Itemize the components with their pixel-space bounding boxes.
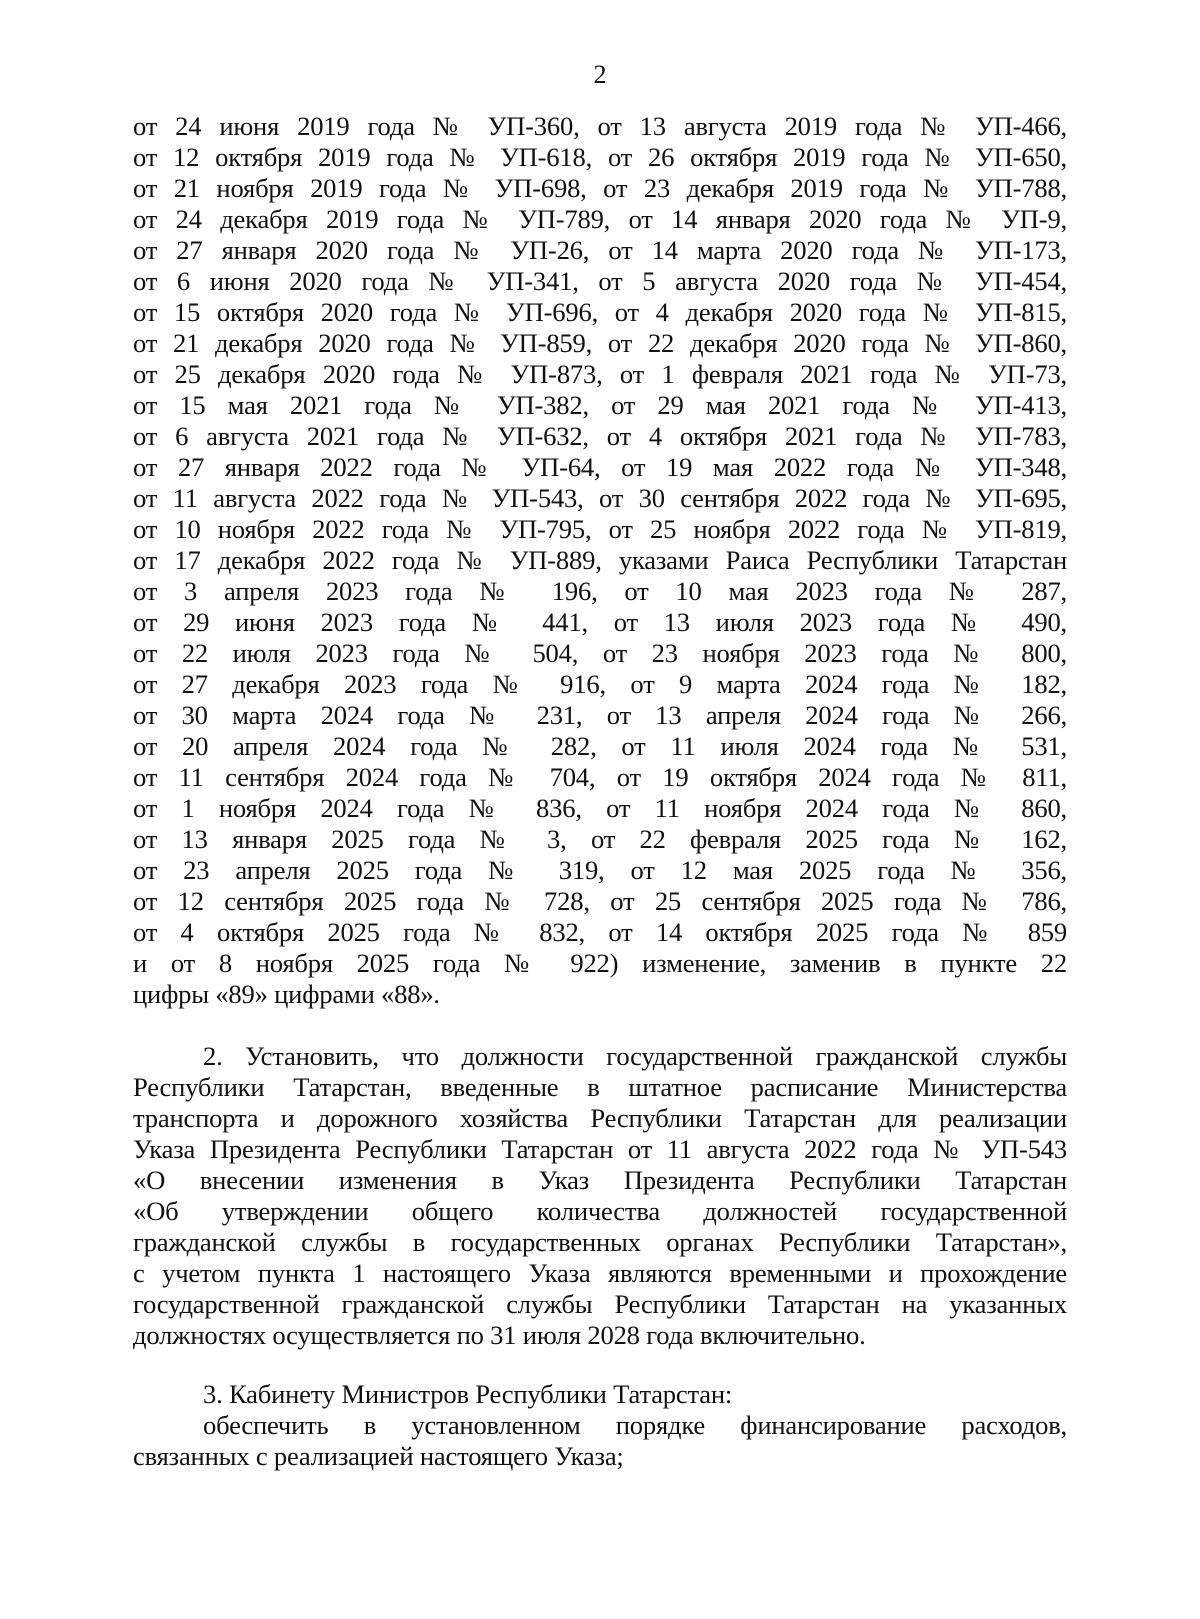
text-line: от 24 декабря 2019 года № УП-789, от 14 января 2020 года № УП-9, bbox=[133, 204, 1067, 234]
text-line: от 27 декабря 2023 года № 916, от 9 марта 2024 года № 182, bbox=[133, 669, 1067, 699]
text-line: с учетом пункта 1 настоящего Указа являются временными и прохождение bbox=[133, 1258, 1067, 1288]
text-line: обеспечить в установленном порядке финансирование расходов, bbox=[203, 1410, 1067, 1440]
paragraph-2-positions bbox=[133, 1041, 1067, 1351]
text-line: от 11 сентября 2024 года № 704, от 19 октября 2024 года № 811, bbox=[133, 762, 1067, 792]
text-line: Республики Татарстан, введенные в штатное расписание Министерства bbox=[133, 1072, 1067, 1102]
text-line: от 13 января 2025 года № 3, от 22 февраля 2025 года № 162, bbox=[133, 824, 1067, 854]
text-line: от 27 января 2020 года № УП-26, от 14 марта 2020 года № УП-173, bbox=[133, 235, 1067, 265]
text-line: от 29 июня 2023 года № 441, от 13 июля 2023 года № 490, bbox=[133, 607, 1067, 637]
text-line: от 12 октября 2019 года № УП-618, от 26 октября 2019 года № УП-650, bbox=[133, 142, 1067, 172]
text-line: от 21 декабря 2020 года № УП-859, от 22 декабря 2020 года № УП-860, bbox=[133, 328, 1067, 358]
paragraph-decree-list bbox=[133, 111, 1067, 1010]
paragraph-heading: 3. Кабинету Министров Республики Татарстан: bbox=[203, 1379, 733, 1409]
text-line: Указа Президента Республики Татарстан от 11 августа 2022 года № УП-543 bbox=[133, 1134, 1067, 1164]
text-line: от 1 ноября 2024 года № 836, от 11 ноября 2024 года № 860, bbox=[133, 793, 1067, 823]
text-line: гражданской службы в государственных органах Республики Татарстан», bbox=[133, 1227, 1067, 1257]
text-line: 2. Установить, что должности государственной гражданской службы bbox=[203, 1041, 1067, 1071]
text-line: от 15 октября 2020 года № УП-696, от 4 декабря 2020 года № УП-815, bbox=[133, 297, 1067, 327]
text-line: должностях осуществляется по 31 июля 2028 года включительно. bbox=[133, 1320, 866, 1350]
text-line: от 24 июня 2019 года № УП-360, от 13 августа 2019 года № УП-466, bbox=[133, 111, 1067, 141]
text-line: от 6 июня 2020 года № УП-341, от 5 августа 2020 года № УП-454, bbox=[133, 266, 1067, 296]
text-line: от 27 января 2022 года № УП-64, от 19 мая 2022 года № УП-348, bbox=[133, 452, 1067, 482]
text-line: от 15 мая 2021 года № УП-382, от 29 мая 2021 года № УП-413, bbox=[133, 390, 1067, 420]
text-line: «О внесении изменения в Указ Президента Республики Татарстан bbox=[133, 1165, 1067, 1195]
text-line: от 23 апреля 2025 года № 319, от 12 мая 2025 года № 356, bbox=[133, 855, 1067, 885]
text-line: связанных с реализацией настоящего Указа; bbox=[133, 1441, 624, 1471]
text-line: государственной гражданской службы Республики Татарстан на указанных bbox=[133, 1289, 1067, 1319]
paragraph-3-cabinet bbox=[133, 1379, 1067, 1472]
text-line: «Об утверждении общего количества должностей государственной bbox=[133, 1196, 1067, 1226]
page-number: 2 bbox=[593, 60, 607, 89]
text-line: транспорта и дорожного хозяйства Республики Татарстан для реализации bbox=[133, 1103, 1067, 1133]
text-line: от 6 августа 2021 года № УП-632, от 4 октября 2021 года № УП-783, bbox=[133, 421, 1067, 451]
text-line: от 30 марта 2024 года № 231, от 13 апреля 2024 года № 266, bbox=[133, 700, 1067, 730]
text-line: и от 8 ноября 2025 года № 922) изменение, заменив в пункте 22 bbox=[133, 948, 1067, 978]
text-line: от 3 апреля 2023 года № 196, от 10 мая 2023 года № 287, bbox=[133, 576, 1067, 606]
text-line: от 4 октября 2025 года № 832, от 14 октября 2025 года № 859 bbox=[133, 917, 1067, 947]
text-line: от 25 декабря 2020 года № УП-873, от 1 февраля 2021 года № УП-73, bbox=[133, 359, 1067, 389]
text-line: от 11 августа 2022 года № УП-543, от 30 сентября 2022 года № УП-695, bbox=[133, 483, 1067, 513]
text-line: цифры «89» цифрами «88». bbox=[133, 979, 440, 1009]
text-line: от 20 апреля 2024 года № 282, от 11 июля 2024 года № 531, bbox=[133, 731, 1067, 761]
text-line: от 12 сентября 2025 года № 728, от 25 сентября 2025 года № 786, bbox=[133, 886, 1067, 916]
text-line: от 21 ноября 2019 года № УП-698, от 23 декабря 2019 года № УП-788, bbox=[133, 173, 1067, 203]
text-line: от 22 июля 2023 года № 504, от 23 ноября 2023 года № 800, bbox=[133, 638, 1067, 668]
text-line: от 17 декабря 2022 года № УП-889, указами Раиса Республики Татарстан bbox=[133, 545, 1067, 575]
text-line: от 10 ноября 2022 года № УП-795, от 25 ноября 2022 года № УП-819, bbox=[133, 514, 1067, 544]
